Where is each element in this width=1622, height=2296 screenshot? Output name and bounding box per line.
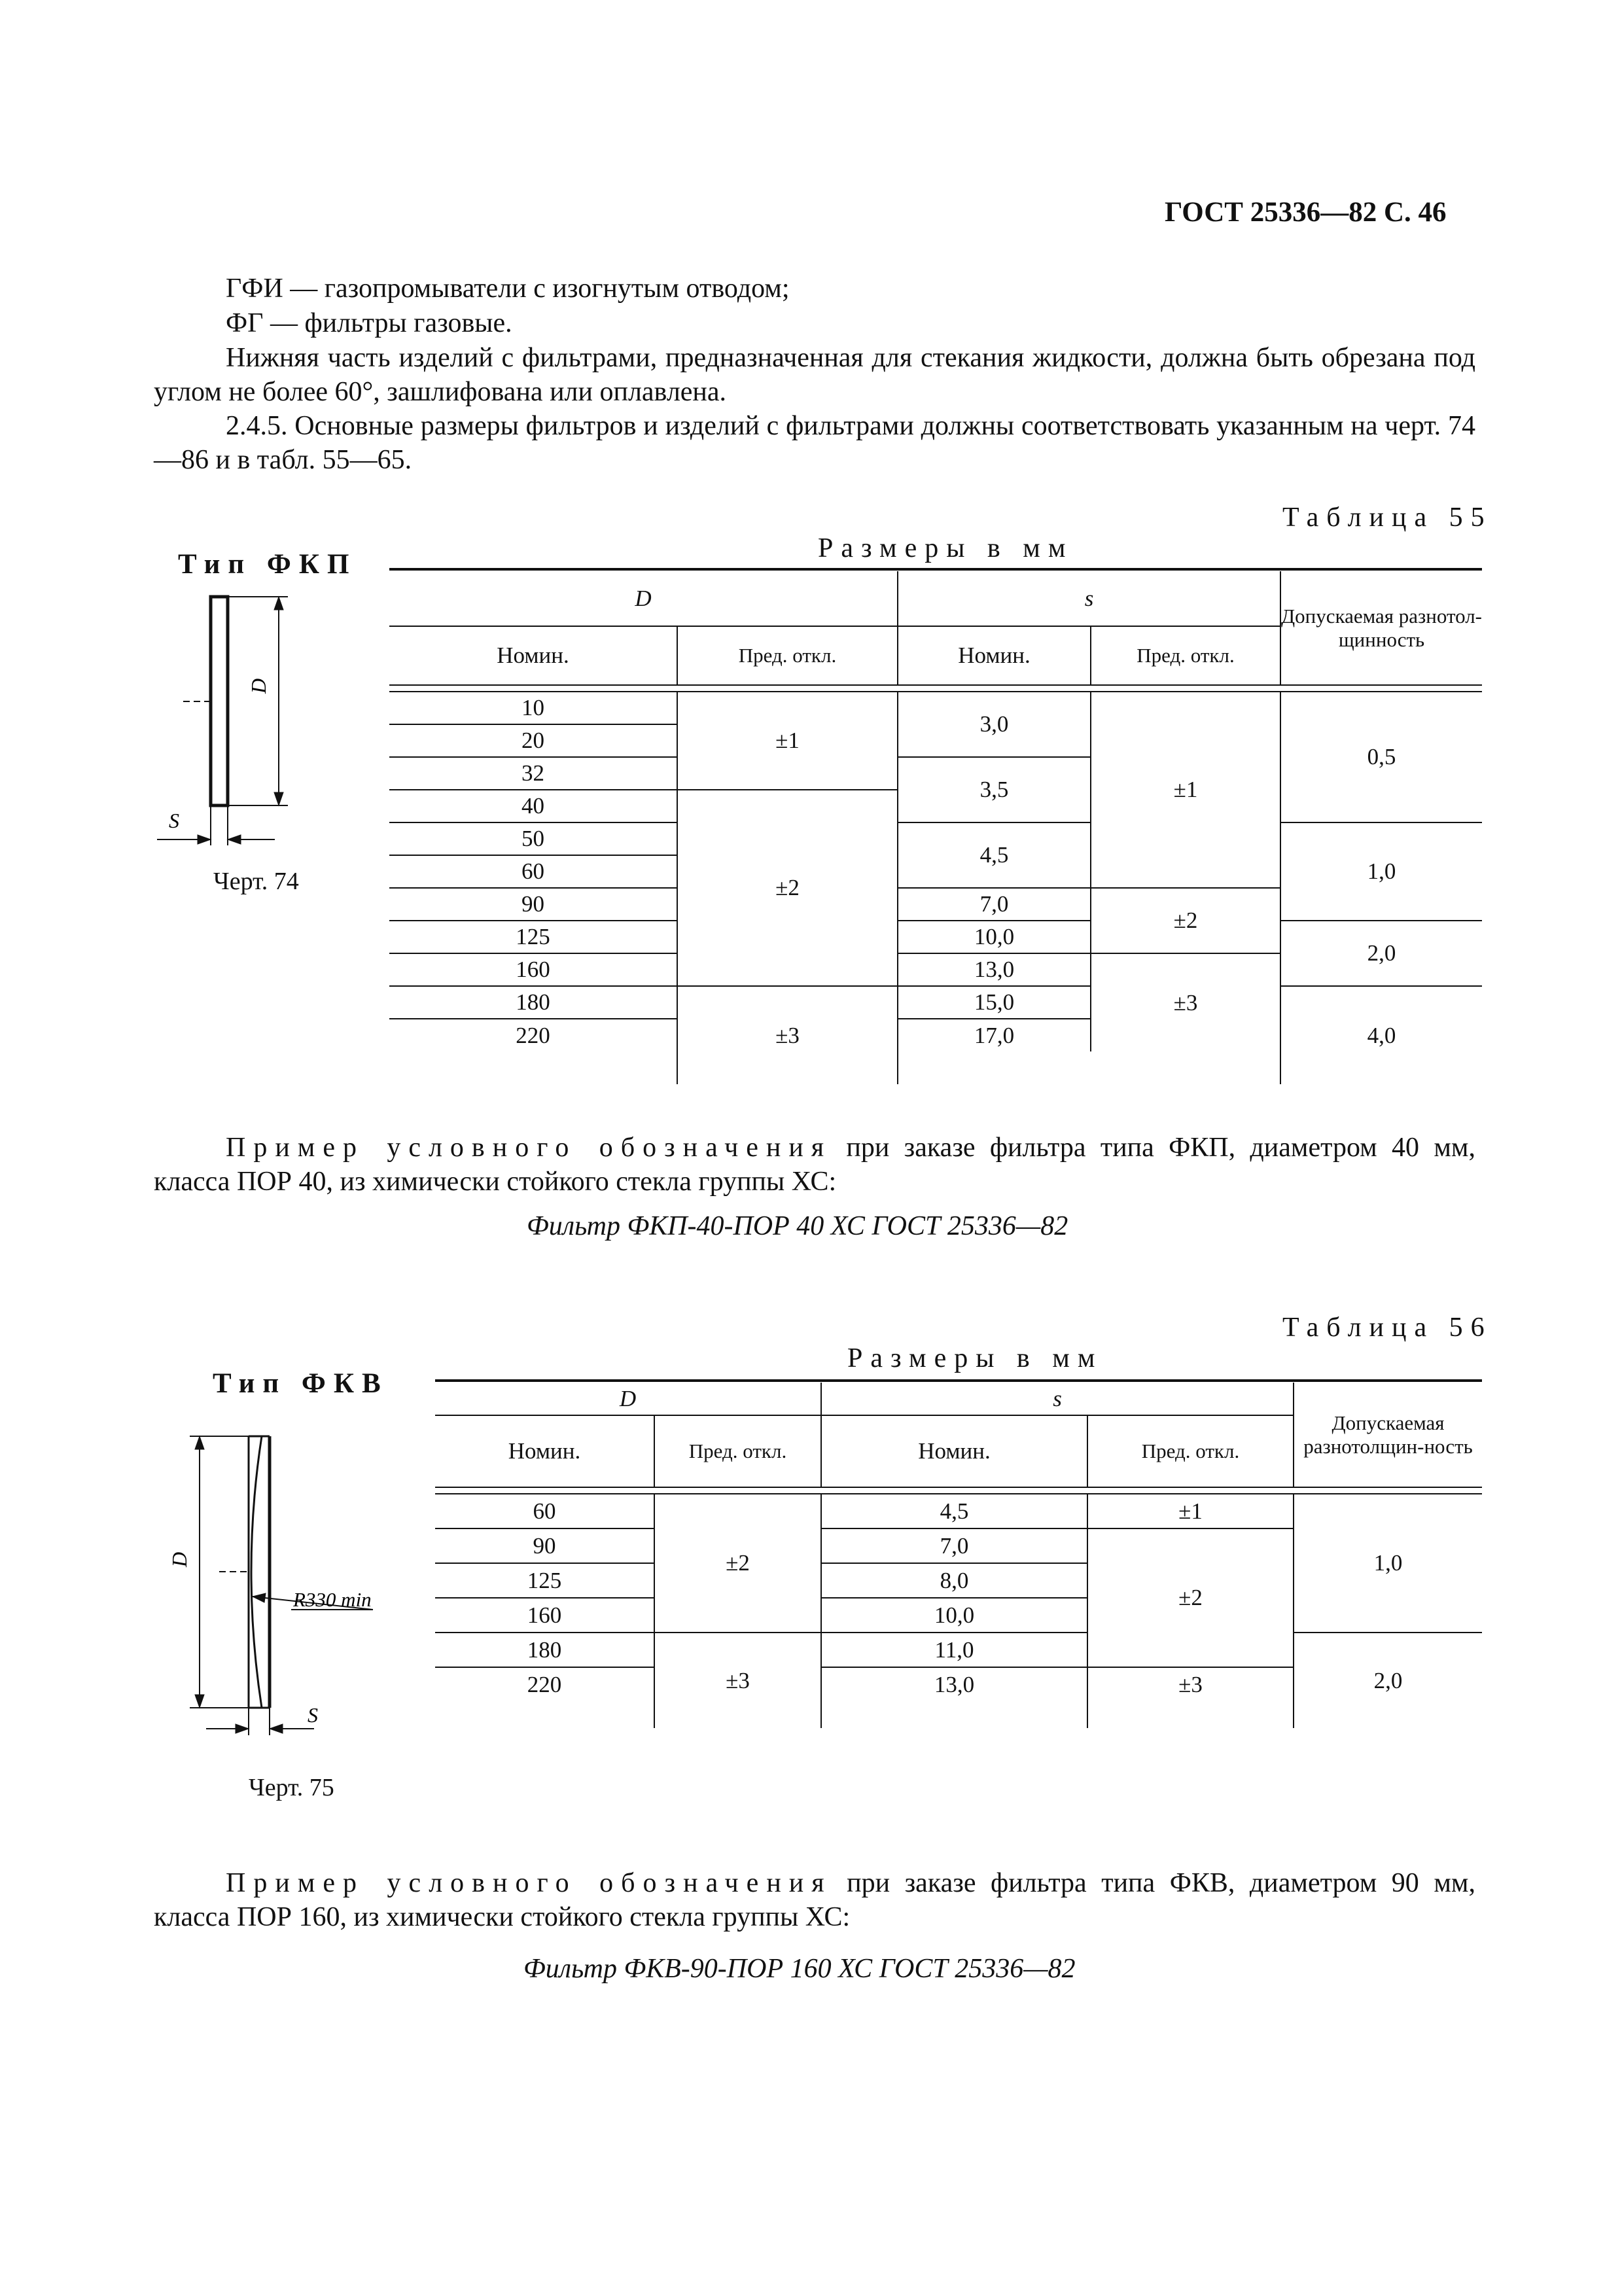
- s-nomin-cell: 10,0: [898, 921, 1091, 953]
- col-d-pred: Пред. откл.: [677, 626, 898, 685]
- table-row: 160: [435, 1598, 654, 1633]
- intro-paragraph-4: 2.4.5. Основные размеры фильтров и изделий с фильтрами должны соответствовать указанным на черт. 74—86 и в табл. 55—65.: [154, 411, 1475, 475]
- col-tol-header: Допускаемая разнотолщин-ность: [1294, 1383, 1482, 1487]
- sizes-label-55: Размеры в мм: [818, 533, 1074, 563]
- dim-label-radius: R330 min: [293, 1588, 372, 1611]
- intro-line-1: ГФИ — газопромыватели с изогнутым отводом;: [226, 274, 790, 304]
- fkp-profile: [157, 597, 288, 845]
- dim-label-d: D: [247, 678, 270, 694]
- s-nomin-cell: 4,5: [898, 822, 1091, 888]
- col-s-pred: Пред. откл.: [1091, 626, 1280, 685]
- example-2-text: [154, 1866, 1475, 1934]
- table-row: 32: [389, 757, 677, 790]
- col-d-pred: Пред. откл.: [654, 1415, 821, 1487]
- table-row: 90: [435, 1528, 654, 1563]
- s-nomin-cell: 8,0: [821, 1563, 1087, 1598]
- dim-label-s: S: [308, 1703, 318, 1727]
- s-nomin-cell: 7,0: [821, 1528, 1087, 1563]
- drawing-caption-74: Черт. 74: [213, 868, 299, 895]
- fkv-profile: [190, 1436, 373, 1735]
- s-pred-cell: ±3: [1091, 953, 1280, 1051]
- s-nomin-cell: 7,0: [898, 888, 1091, 921]
- designation-1: Фильтр ФКП-40-ПОР 40 ХС ГОСТ 25336—82: [527, 1211, 1068, 1241]
- s-nomin-cell: 17,0: [898, 1019, 1091, 1051]
- table-row: 220: [516, 1022, 550, 1048]
- example-2-rest: при заказе фильтра типа ФКВ, диаметром 90 мм, класса ПОР 160, из химически стойкого стекла группы ХС:: [154, 1868, 1475, 1932]
- s-nomin-cell: 3,5: [898, 757, 1091, 822]
- tol-cell: 2,0: [1280, 921, 1482, 986]
- designation-2: Фильтр ФКВ-90-ПОР 160 ХС ГОСТ 25336—82: [523, 1954, 1076, 1984]
- table-56: [435, 1379, 1482, 1728]
- example-2-lead: Пример условного обозначения: [226, 1868, 832, 1898]
- col-s-nomin: Номин.: [898, 626, 1091, 685]
- s-nomin-cell: 10,0: [821, 1598, 1087, 1633]
- tol-cell: 4,0: [1280, 986, 1482, 1084]
- col-d-header: D: [619, 1385, 637, 1411]
- s-pred-cell: ±1: [1087, 1494, 1294, 1528]
- table-row: 180: [389, 986, 677, 1019]
- tol-cell: 2,0: [1294, 1633, 1482, 1728]
- table-row: 60: [389, 855, 677, 888]
- intro-line-2: ФГ — фильтры газовые.: [226, 308, 512, 338]
- table-55-label: Таблица 55: [1282, 503, 1492, 533]
- table-row: 180: [435, 1633, 654, 1667]
- drawing-fkp: [144, 576, 353, 864]
- table-row: 125: [435, 1563, 654, 1598]
- col-s-header: s: [821, 1383, 1294, 1415]
- s-nomin-cell: 3,0: [898, 692, 1091, 757]
- s-pred-cell: ±2: [1087, 1528, 1294, 1667]
- col-d-nomin: Номин.: [435, 1415, 654, 1487]
- table-row: 40: [389, 790, 677, 822]
- s-nomin-cell: 4,5: [821, 1494, 1087, 1528]
- s-nomin-cell: 11,0: [821, 1633, 1087, 1667]
- page-header: ГОСТ 25336—82 С. 46: [1165, 197, 1447, 228]
- col-d-nomin: Номин.: [389, 626, 677, 685]
- col-s-pred: Пред. откл.: [1087, 1415, 1294, 1487]
- drawing-caption-75: Черт. 75: [249, 1774, 334, 1801]
- table-row: 90: [389, 888, 677, 921]
- col-s-nomin: Номин.: [821, 1415, 1087, 1487]
- d-pred-cell: ±2: [677, 790, 898, 986]
- s-nomin-cell: 13,0: [821, 1667, 1087, 1702]
- table-row: 160: [389, 953, 677, 986]
- col-s-header: s: [898, 571, 1280, 626]
- table-row: 125: [389, 921, 677, 953]
- table-row: 60: [435, 1494, 654, 1528]
- d-pred-cell: ±1: [677, 692, 898, 790]
- tol-cell: 1,0: [1280, 822, 1482, 921]
- type-label-fkv: Тип ФКВ: [213, 1368, 389, 1399]
- example-1-text: [154, 1131, 1475, 1199]
- table-row: 10: [389, 692, 677, 724]
- table-row: 50: [389, 822, 677, 855]
- s-nomin-cell: 13,0: [898, 953, 1091, 986]
- example-1-lead: Пример условного обозначения: [226, 1133, 832, 1163]
- dim-label-s: S: [169, 809, 179, 832]
- table-row: 20: [389, 724, 677, 757]
- tol-cell: 1,0: [1294, 1494, 1482, 1633]
- s-nomin-cell: 15,0: [898, 986, 1091, 1019]
- example-1-rest: при заказе фильтра типа ФКП, диаметром 40 мм, класса ПОР 40, из химически стойкого стекла группы ХС:: [154, 1133, 1475, 1197]
- d-pred-cell: ±3: [654, 1633, 821, 1728]
- intro-paragraph-3: Нижняя часть изделий с фильтрами, предназначенная для стекания жидкости, должна быть обрезана под углом не более 60°, зашлифована или оплавлена.: [154, 343, 1475, 407]
- table-56-label: Таблица 56: [1282, 1313, 1492, 1343]
- d-pred-cell: ±3: [677, 986, 898, 1084]
- table-row: 220: [527, 1672, 562, 1697]
- table-55: [389, 568, 1482, 1084]
- dim-label-d: D: [167, 1551, 191, 1567]
- col-d-header: D: [635, 585, 652, 611]
- type-label-fkp: Тип ФКП: [178, 549, 357, 580]
- s-pred-cell: ±3: [1087, 1667, 1294, 1702]
- col-tol-header: Допускаемая разнотол-щинность: [1280, 571, 1482, 685]
- sizes-label-56: Размеры в мм: [847, 1343, 1103, 1373]
- d-pred-cell: ±2: [654, 1494, 821, 1633]
- s-pred-cell: ±1: [1091, 692, 1280, 888]
- s-pred-cell: ±2: [1091, 888, 1280, 953]
- drawing-fkv: [157, 1420, 419, 1754]
- tol-cell: 0,5: [1280, 692, 1482, 822]
